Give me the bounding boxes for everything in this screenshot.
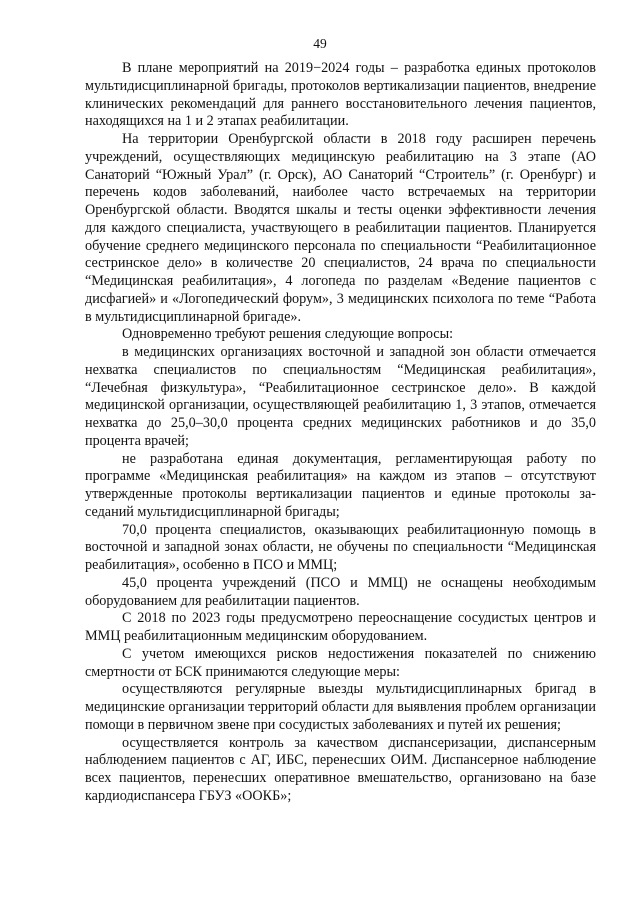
paragraph-staff-shortage: в медицинских организациях восточной и западной зон области отмечается нехватка специалистов по специальностям “Медицинская реабилитация», “Лечебная физкультура», “Реабилитационное сестринское дело». В каждой медицинской организации, осуществляющей реабилитацию 1, 3 этапов, отмечается нехватка до 25,0–30,0 процента средних медицинских работников и до 35,0 процента врачей;	[85, 344, 596, 449]
paragraph-equipment: 45,0 процента учреждений (ПСО и ММЦ) не оснащены необходимым оборудованием для реабилитации пациентов.	[85, 574, 596, 609]
paragraph-issues-intro: Одновременно требуют решения следующие вопросы:	[122, 326, 454, 343]
document-body	[85, 60, 596, 806]
paragraph-documentation: не разработана единая документация, регламентирующая работу по программе «Медицинская реабилитация» на каждом из этапов – отсутствуют утвержденные протоколы вертикализации пациентов и единые протоколы заседаний мультидисциплинарной бригады;	[85, 450, 596, 520]
paragraph-training: 70,0 процента специалистов, оказывающих реабилитационную помощь в восточной и западной зонах области, не обучены по специальности “Медицинская реабилитация», особенно в ПСО и ММЦ;	[85, 521, 596, 573]
paragraph-monitoring: осуществляется контроль за качеством диспансеризации, диспансерным наблюдением пациентов с АГ, ИБС, перенесших ОИМ. Диспансерное наблюдение всех пациентов, перенесших оперативное вмешательство, организовано на базе кардиодиспансера ГБУЗ «ООКБ»;	[85, 734, 596, 804]
paragraph-field-visits: осуществляются регулярные выезды мультидисциплинарных бригад в медицинские организации территорий области для выявления проблем организации помощи в первичном звене при сосудистых заболеваниях и путей их решения;	[85, 681, 596, 733]
paragraph-measures-intro: С учетом имеющихся рисков недостижения показателей по снижению смертности от БСК принимаются следующие меры:	[85, 645, 596, 680]
paragraph-action-plan: В плане мероприятий на 2019−2024 годы – разработка единых протоколов мультидисциплинарной бригады, протоколов вертикализации пациентов, внедрение клинических рекомендаций для раннего восстановительного лечения пациентов, находящихся на 1 и 2 этапах реабилитации.	[85, 60, 596, 130]
page-number: 49	[313, 36, 327, 51]
paragraph-reequipment: С 2018 по 2023 годы предусмотрено переоснащение сосудистых центров и ММЦ реабилитационным медицинским оборудованием.	[85, 610, 596, 644]
paragraph-orenburg-rehabilitation: На территории Оренбургской области в 2018 году расширен перечень учреждений, осуществляющих медицинскую реабилитацию на 3 этапе (АО Санаторий “Южный Урал” (г. Орск), АО Санаторий “Строитель” (г. Оренбург) и перечень кодов заболеваний, наиболее часто встречаемых на территории Оренбургской области. Вводятся шкалы и тесты оценки эффективности лечения для каждого специалиста, участвующего в реабилитации пациентов. Планируется обучение среднего медицинского персонала по специальности “Реабилитационное сестринское дело» в количестве 20 специалистов, 24 врача по специальности “Медицинская реабилитация», 4 логопеда по разделам «Ведение пациентов с дисфагией» и «Логопедический форум», 3 медицинских психолога по теме “Работа в мультидисциплинарной бригаде».	[85, 131, 596, 325]
